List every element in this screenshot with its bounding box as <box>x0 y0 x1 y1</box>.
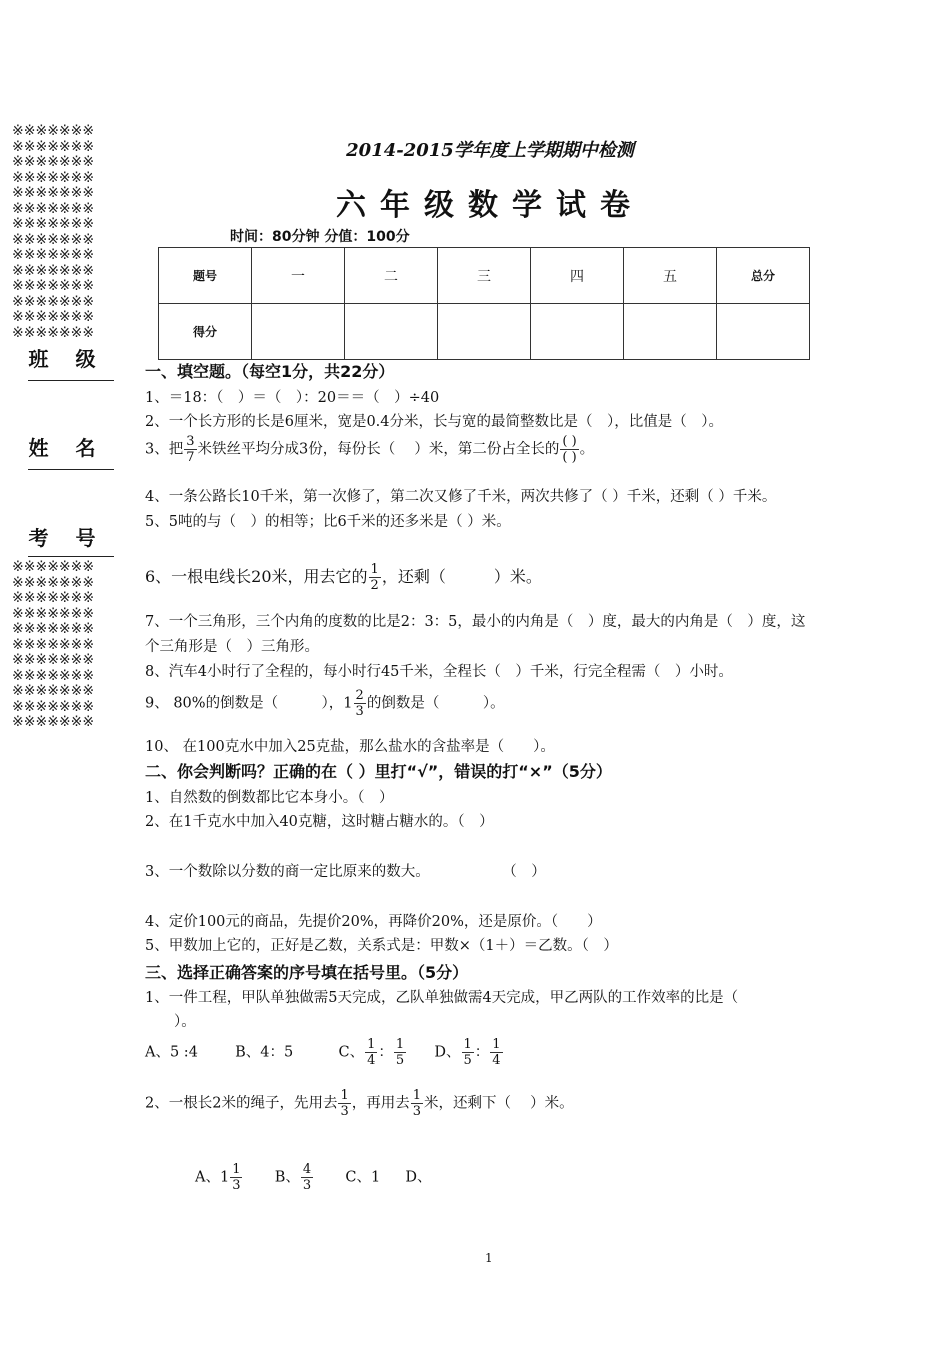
score-table-score-row <box>159 304 810 360</box>
question-3-2-text-a: 2、一根长2米的绳子，先用去 <box>145 1095 338 1112</box>
question-1-9 <box>145 688 505 719</box>
score-cell[interactable] <box>252 304 345 360</box>
fraction-one-fifth: $\frac{1}{5}$ <box>395 1037 405 1068</box>
question-2-1: 1、自然数的倒数都比它本身小。（ ） <box>145 790 394 806</box>
question-1-3-text-b: 米铁丝平均分成3份，每份长（ ）米，第二份占全长的 <box>197 441 560 458</box>
exam-number-label: 考 号 <box>28 526 106 550</box>
question-1-5: 5、5吨的与（ ）的相等；比6千米的还多米是（ ）米。 <box>145 514 511 530</box>
side-pattern-bottom: ※※※※※※※ ※※※※※※※ ※※※※※※※ ※※※※※※※ ※※※※※※※ ※※※※※※※ ※※※※※※※ ※※※※※※※ ※※※※※※※ ※※※※※※※ ※※※※※※※ <box>12 559 95 730</box>
score-header-cell: 五 <box>624 248 717 304</box>
question-2-5: 5、甲数加上它的，正好是乙数，关系式是：甲数×（1＋）＝乙数。（ ） <box>145 938 618 954</box>
question-3-1a: 1、一件工程，甲队单独做需5天完成，乙队单独做需4天完成，甲乙两队的工作效率的比是（ <box>145 990 739 1006</box>
option-a: A、5 :4 <box>145 1044 198 1061</box>
name-underline <box>28 469 114 470</box>
class-underline <box>28 380 114 381</box>
question-1-2: 2、一个长方形的长是6厘米，宽是0.4分米，长与宽的最简整数比是（ ），比值是（ ）。 <box>145 414 724 430</box>
option-b: B、 <box>274 1169 300 1186</box>
section-2-title: 二、你会判断吗？正确的在（ ）里打“√”，错误的打“×”（5分） <box>145 762 612 781</box>
score-cell[interactable] <box>345 304 438 360</box>
fraction-two-thirds: $\frac{2}{3}$ <box>355 688 364 719</box>
option-a: A、1 <box>195 1169 230 1186</box>
option-b: B、4：5 <box>235 1044 294 1061</box>
colon: ： <box>474 1044 490 1061</box>
score-header-cell: 总分 <box>717 248 810 304</box>
score-cell[interactable] <box>624 304 717 360</box>
question-3-2-text-c: 米，还剩下（ ）米。 <box>424 1095 574 1112</box>
exam-number-underline <box>28 556 114 557</box>
fraction-three-sevenths: $\frac{3}{7}$ <box>186 434 195 465</box>
fraction-blank: $\frac{( )}{( )}$ <box>562 434 577 465</box>
fraction-one-quarter: $\frac{1}{4}$ <box>367 1037 376 1068</box>
question-1-6 <box>145 562 542 593</box>
page-title: 六年级数学试卷 <box>336 188 644 223</box>
fraction-one-quarter: $\frac{1}{4}$ <box>492 1037 501 1068</box>
question-3-1b: ）。 <box>145 1014 196 1030</box>
question-3-2-options <box>195 1162 432 1193</box>
score-table-header-row <box>159 248 810 304</box>
section-1-title: 一、填空题。（每空1分，共22分） <box>145 362 395 381</box>
score-row-label: 得分 <box>159 304 252 360</box>
exam-subtitle: 2014-2015学年度上学期期中检测 <box>346 140 634 161</box>
name-label: 姓 名 <box>28 436 106 460</box>
score-cell[interactable] <box>531 304 624 360</box>
question-1-10: 10、 在100克水中加入25克盐，那么盐水的含盐率是（ ）。 <box>145 739 555 755</box>
fraction-one-third: $\frac{1}{3}$ <box>412 1088 422 1119</box>
question-1-7a: 7、一个三角形，三个内角的度数的比是2：3：5，最小的内角是（ ）度，最大的内角是（ ）度，这 <box>145 614 806 630</box>
side-pattern-top: ※※※※※※※ ※※※※※※※ ※※※※※※※ ※※※※※※※ ※※※※※※※ ※※※※※※※ ※※※※※※※ ※※※※※※※ ※※※※※※※ ※※※※※※※ ※※※※※※※ ※※※※※※※ ※※※※※※※ ※※※※※※※ <box>12 123 95 341</box>
score-header-cell: 四 <box>531 248 624 304</box>
question-1-7b: 个三角形是（ ）三角形。 <box>145 639 319 655</box>
question-2-2: 2、在1千克水中加入40克糖，这时糖占糖水的。（ ） <box>145 814 494 830</box>
score-header-cell: 三 <box>438 248 531 304</box>
question-3-1-options <box>145 1037 504 1068</box>
question-2-4: 4、定价100元的商品，先提价20%，再降价20%，还是原价。（ ） <box>145 914 602 930</box>
question-1-6-text-b: ，还剩（ ）米。 <box>381 567 542 586</box>
score-cell[interactable] <box>717 304 810 360</box>
option-c: C、1 <box>345 1169 381 1186</box>
question-1-3 <box>145 434 594 465</box>
question-1-6-text-a: 6、一根电线长20米，用去它的 <box>145 567 368 586</box>
section-3-title: 三、选择正确答案的序号填在括号里。（5分） <box>145 963 469 982</box>
option-d: D、 <box>405 1169 432 1186</box>
score-header-cell: 一 <box>252 248 345 304</box>
option-c: C、 <box>338 1044 365 1061</box>
question-1-9-text-b: 的倒数是（ ）。 <box>366 695 505 712</box>
question-1-1: 1、＝18：（ ）＝（ ）：20＝＝（ ）÷40 <box>145 390 440 406</box>
question-2-3: 3、一个数除以分数的商一定比原来的数大。 （ ） <box>145 864 546 880</box>
score-cell[interactable] <box>438 304 531 360</box>
fraction-one-fifth: $\frac{1}{5}$ <box>463 1037 472 1068</box>
score-header-cell: 二 <box>345 248 438 304</box>
option-d: D、 <box>434 1044 461 1061</box>
colon: ： <box>378 1044 393 1061</box>
fraction-one-half: $\frac{1}{2}$ <box>370 562 379 593</box>
class-label: 班 级 <box>28 347 106 371</box>
fraction-four-thirds: $\frac{4}{3}$ <box>302 1162 312 1193</box>
page-number: 1 <box>485 1251 493 1265</box>
question-1-3-text-c: 。 <box>579 441 595 458</box>
question-1-4: 4、一条公路长10千米，第一次修了，第二次又修了千米，两次共修了（ ）千米，还剩（ ）千米。 <box>145 489 777 505</box>
question-1-3-text-a: 3、把 <box>145 441 184 458</box>
question-3-2 <box>145 1088 574 1119</box>
score-table <box>158 247 810 360</box>
question-1-8: 8、汽车4小时行了全程的，每小时行45千米，全程长（ ）千米，行完全程需（ ）小时。 <box>145 664 733 680</box>
fraction-one-third: $\frac{1}{3}$ <box>340 1088 349 1119</box>
question-3-2-text-b: ，再用去 <box>351 1095 410 1112</box>
exam-meta: 时间：80分钟 分值：100分 <box>230 229 410 245</box>
question-1-9-text-a: 9、 80%的倒数是（ ），1 <box>145 695 353 712</box>
fraction-one-third: $\frac{1}{3}$ <box>232 1162 241 1193</box>
score-header-cell: 题号 <box>159 248 252 304</box>
